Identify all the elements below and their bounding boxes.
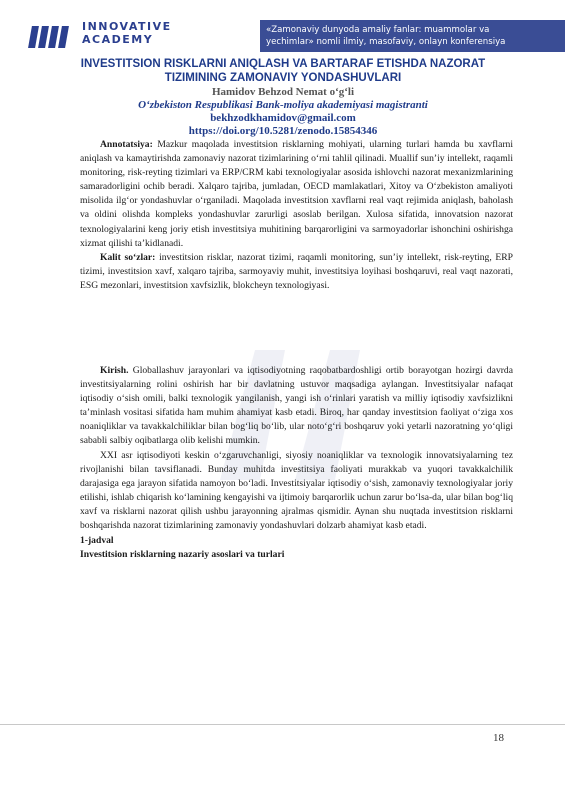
abstract-section xyxy=(80,138,513,293)
logo-line-1: INNOVATIVE xyxy=(82,20,172,33)
keywords-paragraph xyxy=(80,251,513,293)
logo-mark-icon xyxy=(30,26,70,52)
intro-label: Kirish. xyxy=(100,365,129,376)
table-caption: Investitsion risklarning nazariy asoslari va turlari xyxy=(80,549,285,561)
introduction-section xyxy=(80,364,513,562)
table-number: 1-jadval xyxy=(80,535,114,547)
logo-line-2: ACADEMY xyxy=(82,33,154,46)
intro-paragraph-1 xyxy=(80,364,513,449)
title-line-1: INVESTITSION RISKLARNI ANIQLASH VA BARTARAF ETISHDA NAZORAT xyxy=(80,58,486,70)
intro-paragraph-2: XXI asr iqtisodiyoti keskin o‘zgaruvchanligi, siyosiy noaniqliklar va texnologik innovatsiyalarning tez rivojlanishi bilan tavsiflanadi. Bunday muhitda investitsiya faoliyati murakkab va yuqori tavakkalchilik darajasiga ega jarayon sifatida namoyon bo‘ladi. Investitsiyalar iqtisodiy o‘sish, zamonaviy texnologiyalar joriy etilishi, ishlab chiqarish ko‘lamining kengayishi va ijtimoiy barqarorlik uchun zarur bo‘lsa-da, ular bilan bog‘liq xavf va risklarni nazorat qilish ushbu jarayonning ajralmas qismidir. Aynan shu nuqtada investitsion risklarni boshqarishda nazorat tizimlarining zamonaviy yondashuvlari dolzarb ahamiyat kasb etadi. xyxy=(80,449,513,532)
author-affiliation: O‘zbekiston Respublikasi Bank-moliya akademiyasi magistranti xyxy=(138,99,428,111)
keywords-text: investitsion risklar, nazorat tizimi, raqamli monitoring, sun’iy intellekt, risk-reyting, ERP tizimi, investitsion xavf, xalqaro tajriba, sarmoyaviy muhit, investitsiya loyihasi boshqaruvi, real vaqt nazorati, ESG mezonlari, investitsion xavfsizlik, blokcheyn texnologiyasi. xyxy=(80,251,513,291)
conference-banner xyxy=(260,20,565,52)
abstract-paragraph xyxy=(80,138,513,251)
page-number: 18 xyxy=(493,732,504,744)
logo-text xyxy=(82,20,172,46)
abstract-label: Annotatsiya: xyxy=(100,139,153,150)
footer-divider xyxy=(0,724,565,725)
conference-line-2: yechimlar» nomli ilmiy, masofaviy, onlayn konferensiya xyxy=(266,37,506,47)
conference-line-1: «Zamonaviy dunyoda amaliy fanlar: muammolar va xyxy=(266,25,490,35)
academy-logo xyxy=(30,20,240,54)
keywords-label: Kalit so‘zlar: xyxy=(100,251,156,263)
author-block xyxy=(40,86,526,138)
intro-text-1: Globallashuv jarayonlari va iqtisodiyotning raqobatbardoshligi ortib borayotgan hozirgi davrda investitsiyalarning rolini oshirish har bir davlatning ustuvor maqsadiga aylangan. Investitsiyalar nafaqat iqtisodiy o‘sish omili, balki texnologik yangilanish, yangi ish o‘rinlari yaratish va milliy iqtisodiy xavfsizlikni ta’minlash vositasi sifatida ham muhim ahamiyat kasb etadi. Biroq, har qanday investitsion faoliyat o‘ziga xos noaniqliklar va tavakkalchiliklar bilan bog‘liq bo‘lib, ular noto‘g‘ri boshqaruv yoki yetarli nazoratning yo‘qligi sababli salbiy oqibatlarga olib kelishi mumkin. xyxy=(80,365,513,447)
abstract-text: Mazkur maqolada investitsion risklarning mohiyati, ularning turlari hamda bu xavflarni aniqlash va kamaytirishda zamonaviy nazorat tizimlarining o‘rni tahlil qilinadi. Muallif sun’iy intellekt, raqamli monitoring, risk-reyting tizimlari va ERP/CRM kabi texnologiyalar asosida ishlovchi nazorat mexanizmlarining samaradorligini ochib beradi. Xalqaro tajriba, jumladan, OECD mamlakatlari, Xitoy va O‘zbekiston amaliyoti misolida ilg‘or yondashuvlar o‘rganiladi. Maqolada investitsion xavflarni real vaqt rejimida aniqlash, baholash va oldini olishda kompleks yondashuvlar zarurligi asoslab berilgan. Xulosa sifatida, innovatsion nazorat texnologiyalarini keng joriy etish investitsiya muhitining barqarorligini va sarmoyadorlar ishonchini oshirishga xizmat qilishi ta’kidlanadi. xyxy=(80,139,513,249)
title-line-2: TIZIMINING ZAMONAVIY YONDASHUVLARI xyxy=(164,72,402,84)
author-email[interactable]: bekhzodkhamidov@gmail.com xyxy=(210,112,356,124)
doi-link[interactable]: https://doi.org/10.5281/zenodo.15854346 xyxy=(188,125,378,137)
page-header xyxy=(0,0,565,56)
author-name: Hamidov Behzod Nemat o‘g‘li xyxy=(211,86,355,98)
article-title xyxy=(40,57,526,85)
